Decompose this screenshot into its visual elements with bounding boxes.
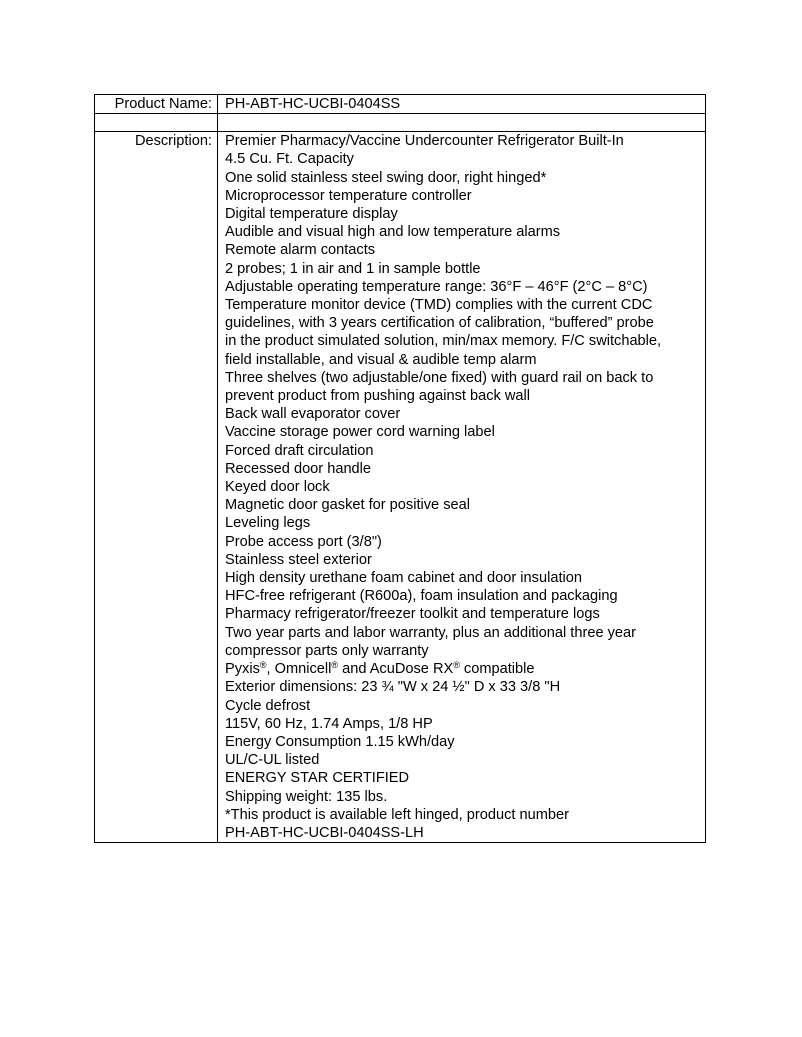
product-name-value: PH-ABT-HC-UCBI-0404SS xyxy=(218,95,706,114)
spacer-cell-left xyxy=(95,114,218,132)
spec-table xyxy=(94,94,706,843)
description-line: Shipping weight: 135 lbs. xyxy=(225,788,388,805)
description-line: 115V, 60 Hz, 1.74 Amps, 1/8 HP xyxy=(225,715,433,732)
description-line: Magnetic door gasket for positive seal xyxy=(225,497,470,514)
description-line: PH-ABT-HC-UCBI-0404SS-LH xyxy=(225,824,424,841)
description-value xyxy=(218,132,706,843)
description-line: One solid stainless steel swing door, right hinged* xyxy=(225,169,547,186)
description-line: UL/C-UL listed xyxy=(225,752,320,769)
description-line: Digital temperature display xyxy=(225,206,398,223)
description-line: Vaccine storage power cord warning label xyxy=(225,424,495,441)
description-line: ENERGY STAR CERTIFIED xyxy=(225,770,410,787)
description-line: Remote alarm contacts xyxy=(225,242,376,259)
description-line: HFC-free refrigerant (R600a), foam insulation and packaging xyxy=(225,588,618,605)
brand-omnicell: Omnicell xyxy=(274,661,332,678)
registered-mark: ® xyxy=(331,660,339,671)
description-line: compressor parts only warranty xyxy=(225,642,429,659)
description-row xyxy=(95,132,706,843)
description-line: prevent product from pushing against back wall xyxy=(225,388,531,405)
registered-mark: ® xyxy=(453,660,460,671)
brand-acudose: AcuDose RX xyxy=(369,661,454,678)
description-line: 4.5 Cu. Ft. Capacity xyxy=(225,151,354,168)
description-line: Recessed door handle xyxy=(225,460,372,477)
description-line: Stainless steel exterior xyxy=(225,551,372,568)
description-line: Temperature monitor device (TMD) complies with the current CDC xyxy=(225,297,653,314)
compatible-suffix: compatible xyxy=(459,661,535,678)
description-line: *This product is available left hinged, product number xyxy=(225,806,569,823)
description-line: Microprocessor temperature controller xyxy=(225,187,472,204)
spacer-cell-right xyxy=(218,114,706,132)
description-line: Adjustable operating temperature range: 36°F – 46°F (2°C – 8°C) xyxy=(225,278,648,295)
description-line: High density urethane foam cabinet and door insulation xyxy=(225,570,582,587)
registered-mark: ® xyxy=(259,660,267,671)
brand-pyxis: Pyxis xyxy=(225,661,260,678)
description-line: Probe access port (3/8") xyxy=(225,533,382,550)
separator: and xyxy=(338,661,370,678)
description-label: Description: xyxy=(95,132,218,843)
spacer-row xyxy=(95,114,706,132)
product-name-label: Product Name: xyxy=(95,95,218,114)
description-line: Audible and visual high and low temperature alarms xyxy=(225,224,561,241)
description-line: Keyed door lock xyxy=(225,479,330,496)
separator: , xyxy=(266,661,275,678)
description-line: 2 probes; 1 in air and 1 in sample bottle xyxy=(225,260,481,277)
compatibility-line xyxy=(225,660,700,678)
description-line: Energy Consumption 1.15 kWh/day xyxy=(225,733,455,750)
description-line: Two year parts and labor warranty, plus an additional three year xyxy=(225,624,637,641)
description-line: Cycle defrost xyxy=(225,697,311,714)
description-line: Exterior dimensions: 23 ¾ "W x 24 ½" D x 33 3/8 "H xyxy=(225,679,561,696)
description-line: field installable, and visual & audible temp alarm xyxy=(225,351,537,368)
description-line: Forced draft circulation xyxy=(225,442,374,459)
description-line: guidelines, with 3 years certification of calibration, “buffered” probe xyxy=(225,315,654,332)
description-line: in the product simulated solution, min/max memory. F/C switchable, xyxy=(225,333,662,350)
description-line: Leveling legs xyxy=(225,515,311,532)
description-line: Three shelves (two adjustable/one fixed) with guard rail on back to xyxy=(225,369,654,386)
description-line: Back wall evaporator cover xyxy=(225,406,401,423)
description-line: Pharmacy refrigerator/freezer toolkit and temperature logs xyxy=(225,606,600,623)
product-name-row xyxy=(95,95,706,114)
description-line: Premier Pharmacy/Vaccine Undercounter Refrigerator Built-In xyxy=(225,133,624,150)
